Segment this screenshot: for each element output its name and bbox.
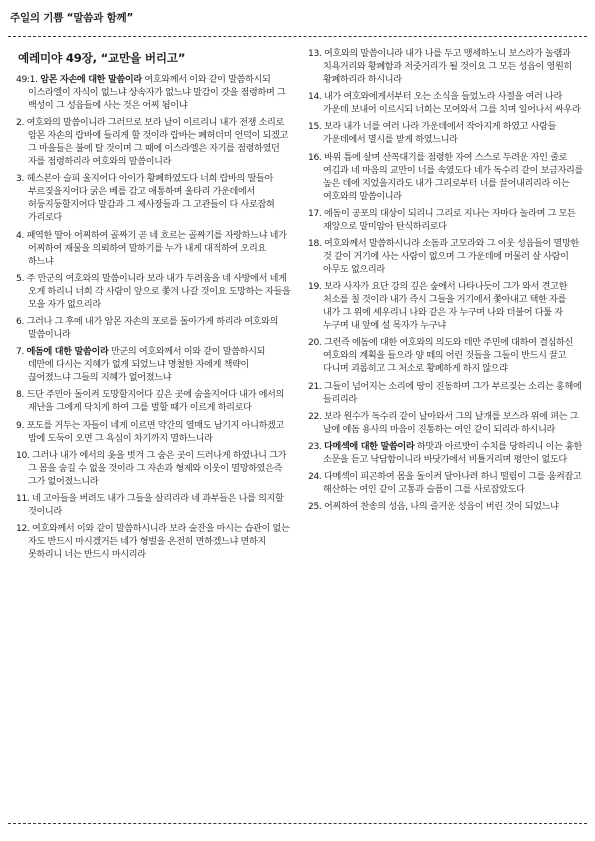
left-verse-list [16, 74, 291, 562]
verse-number: 2. [16, 118, 25, 129]
verse-text: 다메섹이 피곤하여 몸을 돌이켜 달아나려 하니 떨림이 그를 움켜잡고 해산하는 여인 같이 고통과 슬픔이 그를 사로잡았도다 [321, 472, 582, 496]
verse [16, 389, 291, 415]
verse-number: 15. [308, 122, 322, 133]
verse [16, 74, 291, 113]
verse-text: 여호와의 말씀이니라 그러므로 보라 날이 이르리니 내가 전쟁 소리로 암몬 자손의 랍바에 들리게 할 것이라 랍바는 폐허더미 언덕이 되겠고 그 마을들은 불에 탈 것이며 그 때에 이스라엘은 자기를 점령하였던 자를 점령하리라 여호와의 말씀이니라 [24, 118, 288, 168]
verse [308, 208, 585, 234]
verse-number: 25. [308, 502, 322, 513]
verse-number: 12. [16, 524, 30, 535]
verse-number: 23. [308, 441, 322, 452]
verse-text: 그러나 내가 에서의 옷을 벗겨 그 숨은 곳이 드러나게 하였나니 그가 그 몸을 숨길 수 없을 것이라 그 자손과 형제와 이웃이 멸망하였은즉 그가 없어졌느니라 [28, 450, 287, 487]
verse-heading-highlight: 에돔에 대한 말씀이라 [26, 347, 109, 358]
verse-number: 10. [16, 450, 30, 461]
verse-text: 만군의 여호와께서 이와 같이 말씀하시되 데만에 다시는 지혜가 없게 되었느냐 명철한 자에게 책략이 끊어졌느냐 그들의 지혜가 없어졌느냐 [28, 347, 266, 384]
verse-number: 24. [308, 472, 322, 483]
verse-number: 17. [308, 208, 322, 219]
verse-text: 여호와께서 말씀하시니라 소돔과 고모라와 그 이웃 성읍들이 멸망한 것 같이 거기에 사는 사람이 없으며 그 가운데에 머물러 살 사람이 아무도 없으리라 [321, 238, 579, 275]
verse-number: 18. [308, 238, 322, 249]
verse [308, 337, 585, 376]
verse [308, 381, 585, 407]
verse [308, 48, 585, 87]
verse [16, 230, 291, 269]
verse-text: 포도를 거두는 자들이 네게 이르면 약간의 열매도 남기지 아니하겠고 밤에 도둑이 오면 그 욕심이 차기까지 멸하느니라 [24, 420, 284, 444]
verse-number: 5. [16, 273, 25, 284]
verse-text: 보라 내가 너를 여러 나라 가운데에서 작아지게 하였고 사람들 가운데에서 멸시를 받게 하였느니라 [321, 122, 557, 146]
verse-text: 여호와께서 이와 같이 말씀하시니라 보라 술잔을 마시는 습관이 없는 자도 반드시 마시겠거든 네가 형벌을 온전히 면하겠느냐 면하지 못하리니 너는 반드시 마시리라 [28, 524, 290, 561]
verse [308, 411, 585, 437]
verse-text: 여호와의 말씀이니라 내가 나를 두고 맹세하노니 보스라가 놀램과 치욕거리와 황폐함과 저줏거리가 될 것이요 그 모든 성읍이 영원히 황폐하리라 하시니라 [321, 49, 572, 85]
verse [308, 121, 585, 147]
verse [308, 501, 585, 514]
verse [16, 523, 291, 562]
verse-text: 어찌하여 찬송의 성읍, 나의 즐거운 성읍이 버린 것이 되었느냐 [321, 502, 559, 513]
verse-text: 여호와께서 이와 같이 말씀하시되 이스라엘이 자식이 없느냐 상속자가 없느냐 말감이 갓을 점령하며 그 백성이 그 성읍들에 사는 것은 어찌 됨이냐 [28, 75, 286, 111]
verse-text: 그러나 그 후에 내가 암몬 자손의 포로를 돌아가게 하리라 여호와의 말씀이니라 [24, 316, 279, 340]
verse-number: 3. [16, 174, 25, 185]
verse [16, 346, 291, 385]
verse-text: 그들이 넘어지는 소리에 땅이 진동하며 그가 부르짖는 소리는 홍해에 들리리라 [321, 381, 582, 405]
verse-text: 내가 여호와에게서부터 오는 소식을 들었노라 사절을 여러 나라 가운데 보내어 이르시되 너희는 모여와서 그를 치며 일어나서 싸우라 [321, 92, 581, 116]
verse [16, 273, 291, 312]
verse [308, 152, 585, 204]
verse-number: 14. [308, 92, 322, 103]
verse-heading-highlight: 암몬 자손에 대한 말씀이라 [40, 75, 142, 85]
verse-text: 네 고아들을 버려도 내가 그들을 살리리라 네 과부들은 나를 의지할 것이니라 [28, 493, 284, 517]
verse-text: 헤스본아 슬피 울지어다 아이가 황폐하였도다 너희 랍바의 딸들아 부르짖을지어다 굵은 베를 감고 애통하며 울타리 가운데에서 허둥지둥할지어다 말감과 그 제사장들과 그 고관들이 다 사로잡혀 가리로다 [24, 174, 275, 224]
verse [16, 173, 291, 225]
verse-number: 20. [308, 338, 322, 349]
page-header-title: 주일의 기쁨 “말씀과 함께” [10, 12, 134, 24]
verse [16, 450, 291, 489]
verse-number: 22. [308, 411, 322, 422]
verse-text: 보라 원수가 독수리 같이 날아와서 그의 날개를 보스라 위에 펴는 그 날에 에돔 용사의 마음이 진통하는 여인 같이 되리라 하시니라 [321, 411, 579, 435]
verse-number: 21. [308, 381, 322, 392]
verse-number: 11. [16, 493, 30, 504]
top-dashed-divider [8, 36, 587, 37]
verse-text: 그런즉 에돔에 대한 여호와의 의도와 데만 주민에 대하여 결심하신 여호와의 계획을 들으라 양 떼의 어린 것들을 그들이 반드시 끌고 다니며 괴롭히고 그 처소로 황폐하게 하지 않으랴 [321, 338, 573, 375]
verse [308, 281, 585, 333]
verse-number: 4. [16, 230, 25, 241]
verse-number: 49:1. [16, 75, 38, 85]
verse-text: 패역한 딸아 어찌하여 골짜기 곧 네 흐르는 골짜기를 자랑하느냐 네가 어찌하여 재물을 의뢰하여 말하기를 누가 내게 대적하여 오리요 하느냐 [24, 230, 287, 267]
verse-text: 주 만군의 여호와의 말씀이니라 보라 내가 두려움을 네 사방에서 네게 오게 하리니 너희 각 사람이 앞으로 쫓겨 나갈 것이요 도망하는 자들을 모을 자가 없으리라 [24, 273, 291, 310]
verse [308, 91, 585, 117]
chapter-title: 예레미야 49장, “교만을 버리고” [18, 51, 186, 65]
verse-number: 19. [308, 282, 322, 293]
left-column [16, 48, 291, 817]
right-verse-list [308, 48, 585, 514]
verse-text: 하맛과 아르밧이 수치를 당하리니 이는 흉한 소문을 듣고 낙담함이니라 바닷가에서 비틀거리며 평안이 없도다 [323, 441, 583, 465]
verse-number: 9. [16, 420, 25, 431]
verse [308, 238, 585, 277]
verse [16, 493, 291, 519]
verse-heading-highlight: 다메섹에 대한 말씀이라 [324, 441, 415, 452]
verse [16, 420, 291, 446]
verse [308, 471, 585, 497]
verse-number: 7. [16, 347, 25, 358]
bottom-dashed-divider [8, 823, 587, 824]
verse [16, 316, 291, 342]
verse-number: 6. [16, 316, 25, 327]
verse-text: 바위 틈에 살며 산꼭대기를 점령한 자여 스스로 두려운 자인 줄로 여김과 네 마음의 교만이 너를 속였도다 네가 독수리 같이 보금자리를 높은 데에 지었을지라도 내가 그리로부터 너를 끌어내리리라 이는 여호와의 말씀이니라 [321, 152, 583, 202]
verse-text: 드단 주민아 돌이켜 도망할지어다 깊은 곳에 숨을지어다 내가 에서의 재난을 그에게 닥치게 하여 그를 벌할 때가 이르게 하리로다 [24, 390, 284, 414]
verse-text: 보라 사자가 요단 강의 깊은 숲에서 나타나듯이 그가 와서 견고한 처소를 칠 것이라 내가 즉시 그들을 거기에서 쫓아내고 택한 자를 내가 그 위에 세우리니 나와 같은 자 누구며 나와 더불어 다툴 자 누구며 내 앞에 설 목자가 누구냐 [321, 282, 568, 332]
verse-number: 13. [308, 49, 322, 59]
verse-text: 에돔이 공포의 대상이 되리니 그리로 지나는 자마다 놀라며 그 모든 재앙으로 말미암아 탄식하리로다 [321, 208, 576, 232]
verse-number: 16. [308, 152, 322, 163]
verse-number: 8. [16, 390, 25, 401]
verse [16, 117, 291, 169]
right-column [308, 48, 585, 817]
verse [308, 441, 585, 467]
